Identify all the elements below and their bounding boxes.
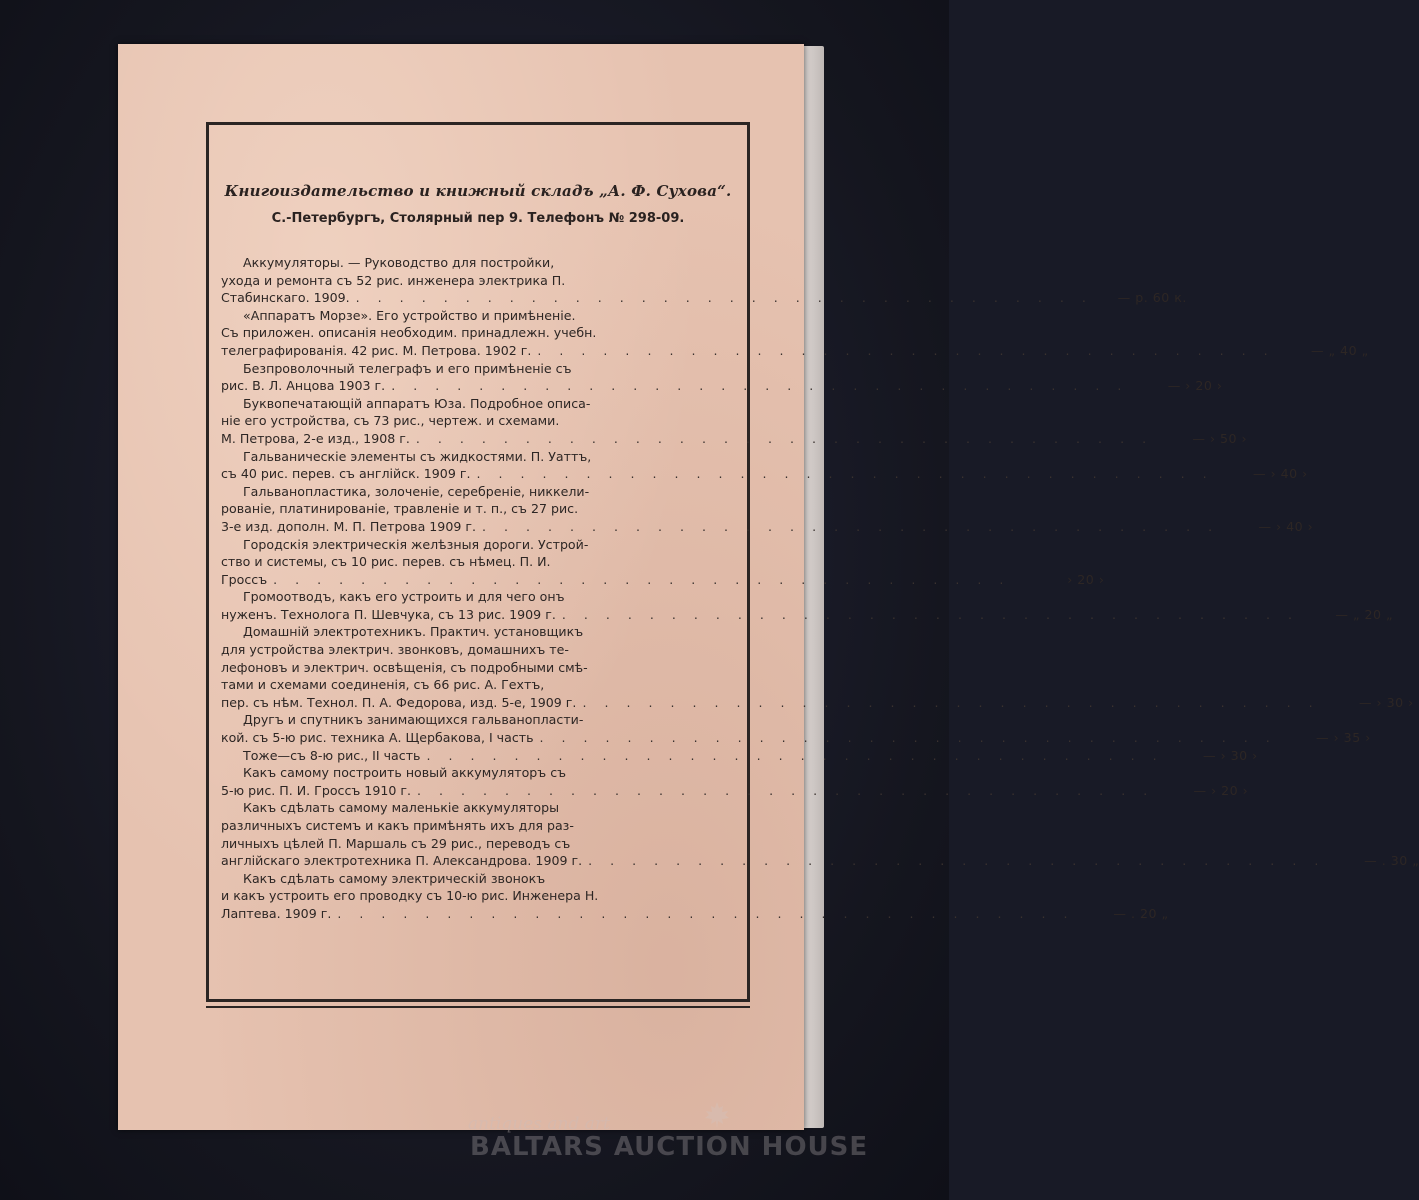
book-entry-line (221, 484, 747, 502)
dot-leader: . . . . . . . . . . . . . . . . . . . . . . . . . . . . . . . . . . (481, 518, 1220, 534)
maple-leaf-icon (702, 1100, 732, 1130)
watermark-subtitle: antiques and art (468, 1114, 610, 1134)
book-entry-line (221, 466, 1308, 484)
book-entry-line (221, 325, 747, 343)
book-entry-text: Стабинскаго. 1909. (221, 290, 350, 306)
dot-leader: . . . . . . . . . . . . . . . . . . . . . . . . . . . . . . . . . . (582, 694, 1320, 710)
book-entry-text: лефоновъ и электрич. освѣщенія, съ подробными смѣ- (221, 659, 588, 675)
book-entry-line (221, 624, 747, 642)
book-entry-text: Буквопечатающій аппаратъ Юза. Подробное описа- (243, 395, 591, 411)
book-price: — › 40 › (1252, 466, 1308, 482)
book-price: — › 30 › (1202, 747, 1258, 763)
book-entry (221, 870, 1169, 924)
book-entry-line (221, 361, 747, 379)
book-entry-line (221, 642, 747, 660)
book-entry-text: Тоже—съ 8-ю рис., II часть (243, 747, 421, 763)
book-price: — . 20 „ (1113, 905, 1169, 921)
book-entry-line (221, 449, 747, 467)
dot-leader: . . . . . . . . . . . . . . . . . . . . . . . . . . . . . . . . . . (337, 905, 1075, 921)
book-entry (221, 747, 1258, 766)
book-entry-text: ніе его устройства, съ 73 рис., чертеж. и схемами. (221, 413, 560, 429)
book-entry-line (221, 765, 747, 783)
book-entry (221, 536, 1105, 590)
book-entry (221, 307, 1369, 361)
book-price: — › 20 › (1167, 378, 1223, 394)
book-entry-line (221, 501, 747, 519)
dot-leader: . . . . . . . . . . . . . . . . . . . . . . . . . . . . . . . . . . (391, 378, 1129, 394)
book-entry-line (221, 589, 747, 607)
book-price: › 20 › (1067, 571, 1105, 587)
book-entry (221, 360, 1223, 396)
book-entry-line (221, 712, 747, 730)
book-entry-line (221, 905, 1169, 924)
dot-leader: . . . . . . . . . . . . . . . . . . . . . . . . . . . . . . . . . . (426, 747, 1164, 763)
booklet-back-cover (118, 44, 1419, 1130)
book-price: — . 30 „ (1364, 853, 1419, 869)
book-entry (221, 395, 1248, 449)
book-entry-line (221, 836, 747, 854)
book-entry-text: различныхъ системъ и какъ примѣнять ихъ для раз- (221, 818, 574, 833)
book-entry-line (221, 378, 1223, 396)
book-entry (221, 255, 1187, 308)
book-entry-text: Какъ сдѣлать самому электрическій звонокъ (243, 870, 546, 886)
book-entry-text: съ 40 рис. перев. съ англійск. 1909 г. (221, 466, 471, 482)
book-entry-text: пер. съ нѣм. Технол. П. А. Федорова, изд. 5-е, 1909 г. (221, 694, 577, 710)
book-entry-line (221, 606, 1394, 625)
publisher-heading: Книгоиздательство и книжный складъ „А. Ф. Сухова“. (224, 182, 732, 200)
book-entry-text: Съ приложен. описанія необходим. принадлежн. учебн. (221, 325, 597, 341)
book-entry-text: тами и схемами соединенія, съ 66 рис. А. Гехтъ, (221, 677, 545, 693)
book-entry-line (221, 818, 747, 836)
book-entry (221, 589, 1394, 624)
book-entry-text: и какъ устроить его проводку съ 10-ю рис. Инженера Н. (221, 888, 599, 904)
book-list (221, 255, 1419, 924)
watermark-title: BALTARS AUCTION HOUSE (470, 1132, 869, 1162)
book-entry-line (221, 730, 1371, 748)
book-entry-text: 3-е изд. дополн. М. П. Петрова 1909 г. (221, 518, 476, 534)
book-entry-text: «Аппаратъ Морзе». Его устройство и примѣненіе. (243, 307, 576, 323)
book-entry-line (221, 430, 1248, 449)
book-entry-text: Громоотводъ, какъ его устроить и для чего онъ (243, 589, 565, 605)
book-price: — р. 60 к. (1117, 290, 1187, 306)
publisher-address: С.-Петербургъ, Столярный пер 9. Телефонъ № 298-09. (271, 211, 685, 226)
book-entry-text: Гальванопластика, золоченіе, серебреніе, никкели- (243, 483, 590, 499)
book-entry-text: Гроссъ (221, 571, 268, 587)
dot-leader: . . . . . . . . . . . . . . . . . . . . . . . . . . . . . . . . . . (355, 290, 1093, 306)
book-entry-line (221, 413, 747, 431)
book-entry-text: Гальваническіе элементы съ жидкостями. П. Уаттъ, (243, 448, 592, 464)
dot-leader: . . . . . . . . . . . . . . . . . . . . . . . . . . . . . . . . . . (415, 430, 1154, 446)
book-entry-line (221, 396, 747, 414)
dot-leader: . . . . . . . . . . . . . . . . . . . . . . . . . . . . . . . . . . (537, 342, 1275, 358)
book-entry-text: личныхъ цѣлей П. Маршаль съ 29 рис., переводъ съ (221, 835, 571, 851)
book-entry-line (221, 800, 747, 818)
book-entry-text: Аккумуляторы. — Руководство для постройки, (243, 255, 555, 270)
book-entry-line (221, 871, 747, 889)
book-entry-line (221, 308, 747, 326)
book-price: — › 20 › (1193, 782, 1249, 798)
book-entry-line (221, 554, 747, 572)
book-entry-text: Безпроволочный телеграфъ и его примѣненіе съ (243, 360, 572, 376)
book-entry-text: рис. В. Л. Анцова 1903 г. (221, 378, 386, 394)
dot-leader: . . . . . . . . . . . . . . . . . . . . . . . . . . . . . . . . . . (561, 606, 1300, 622)
book-price: — › 35 › (1316, 730, 1371, 746)
book-entry (221, 624, 1414, 712)
book-entry-text: Другъ и спутникъ занимающихся гальванопласти- (243, 712, 584, 728)
book-entry-line (221, 518, 1314, 537)
book-entry-line (221, 537, 747, 555)
book-entry (221, 765, 1249, 800)
book-entry-text: Городскія электрическія желѣзныя дороги. Устрой- (243, 536, 589, 552)
book-price: — „ 20 „ (1335, 606, 1394, 622)
book-entry-text: Домашній электротехникъ. Практич. установщикъ (243, 624, 584, 640)
book-entry (221, 800, 1419, 870)
dot-leader: . . . . . . . . . . . . . . . . . . . . . . . . . . . . . . . . . . (539, 730, 1277, 746)
book-entry-text: англійскаго электротехника П. Александрова. 1909 г. (221, 853, 583, 869)
dot-leader: . . . . . . . . . . . . . . . . . . . . . . . . . . . . . . . . . . (273, 571, 1011, 587)
book-entry-text: ухода и ремонта съ 52 рис. инженера электрика П. (221, 272, 566, 288)
book-entry-line (221, 273, 747, 291)
dot-leader: . . . . . . . . . . . . . . . . . . . . . . . . . . . . . . . . . . (588, 853, 1326, 869)
book-entry-line (221, 782, 1249, 801)
book-entry-text: Какъ сдѣлать самому маленькіе аккумуляторы (243, 800, 560, 816)
book-entry-line (221, 694, 1414, 713)
book-entry-line (221, 342, 1369, 361)
book-entry-line (221, 255, 747, 273)
book-entry-text: ство и системы, съ 10 рис. перев. съ нѣмец. П. И. (221, 554, 551, 570)
book-entry-line (221, 571, 1105, 590)
book-entry-line (221, 660, 747, 678)
book-price: — „ 40 „ (1310, 342, 1369, 358)
book-entry-line (221, 290, 1187, 308)
book-entry-text: кой. съ 5-ю рис. техника А. Щербакова, I часть (221, 730, 534, 746)
book-entry-text: 5-ю рис. П. И. Гроссъ 1910 г. (221, 782, 411, 798)
book-entry (221, 712, 1371, 747)
book-entry-line (221, 888, 747, 906)
dot-leader: . . . . . . . . . . . . . . . . . . . . . . . . . . . . . . . . . . (416, 782, 1155, 798)
book-entry-text: Лаптева. 1909 г. (221, 905, 332, 921)
book-entry-text: М. Петрова, 2-е изд., 1908 г. (221, 430, 410, 446)
book-entry-text: телеграфированія. 42 рис. М. Петрова. 1902 г. (221, 342, 532, 358)
book-entry-text: для устройства электрич. звонковъ, домашнихъ те- (221, 642, 569, 658)
book-price: — › 40 › (1258, 518, 1314, 534)
book-price: — › 50 › (1192, 430, 1248, 446)
advertisement-frame (206, 122, 1419, 1002)
book-price: — › 30 › (1358, 694, 1414, 710)
book-entry-line (221, 853, 1419, 871)
book-entry-text: рованіе, платинированіе, травленіе и т. п., съ 27 рис. (221, 501, 579, 517)
book-entry-line (221, 677, 747, 695)
book-entry (221, 483, 1314, 537)
book-entry (221, 448, 1308, 484)
dot-leader: . . . . . . . . . . . . . . . . . . . . . . . . . . . . . . . . . . (476, 466, 1214, 482)
book-entry-text: Какъ самому построить новый аккумуляторъ съ (243, 765, 567, 781)
book-entry-text: нуженъ. Технолога П. Шевчука, съ 13 рис. 1909 г. (221, 606, 556, 622)
book-entry-line (221, 747, 1258, 766)
